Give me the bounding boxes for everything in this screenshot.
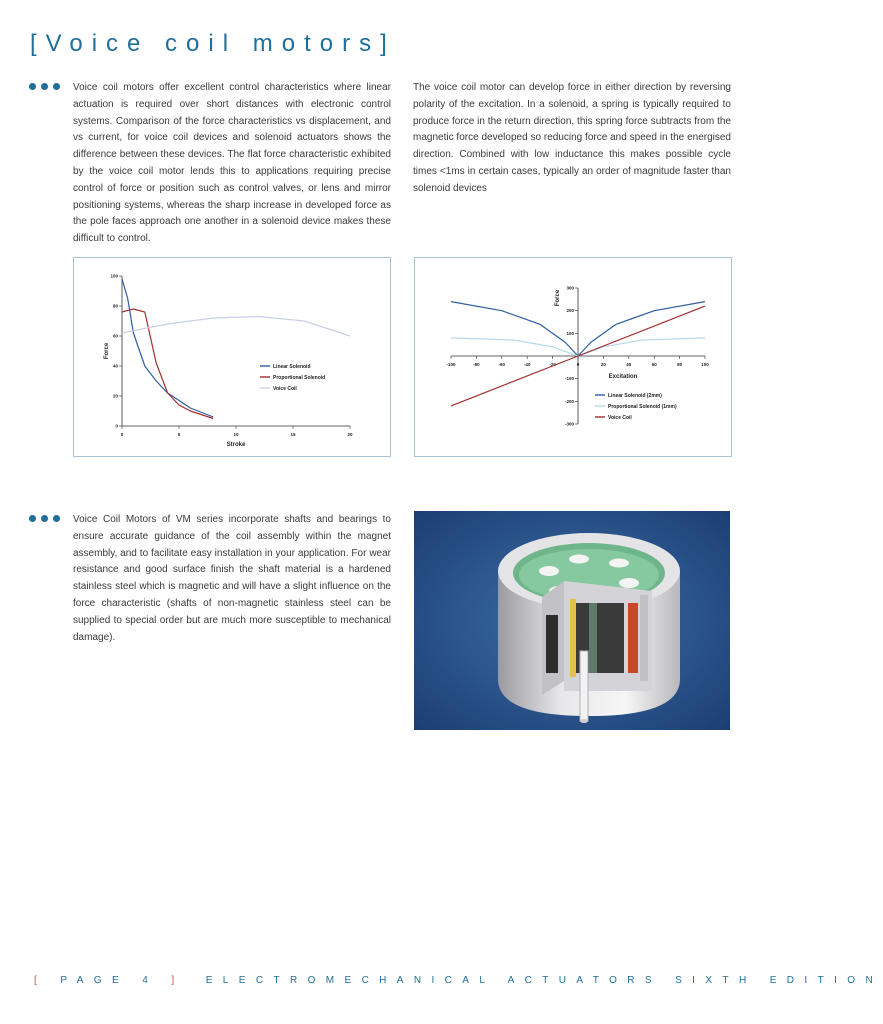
- legend-label: Voice Coil: [273, 385, 297, 392]
- page-footer: [34, 975, 883, 986]
- series-line-3: [122, 317, 350, 337]
- x-tick-label: -20: [549, 362, 556, 367]
- force-excitation-chart: [414, 257, 732, 457]
- force-excitation-chart-svg: [415, 258, 731, 456]
- y-tick-label: 80: [112, 303, 118, 309]
- footer-page-number: PAGE 4: [60, 975, 159, 986]
- y-tick-label: 0: [115, 423, 118, 429]
- legend-label: Proportional Solenoid (1mm): [608, 403, 677, 410]
- legend-label: Proportional Solenoid: [273, 374, 326, 381]
- y-tick-label: -300: [564, 421, 574, 427]
- y-tick-label: 300: [566, 285, 574, 291]
- section-bullets: [29, 515, 60, 522]
- footer-open-bracket: [: [34, 975, 48, 986]
- x-axis-label: Excitation: [608, 374, 638, 380]
- x-tick-label: 80: [677, 362, 683, 367]
- y-axis-label: Force: [104, 342, 110, 360]
- legend-label: Linear Solenoid: [273, 363, 311, 370]
- x-tick-label: 15: [290, 432, 296, 437]
- footer-close-bracket: ]: [171, 975, 185, 986]
- intro-paragraph-right: The voice coil motor can develop force in either direction by reversing polarity of the excitation. In a solenoid, a spring is typically required to produce force in the return direction, this spring force subtracts from the magnetic force developed so reducing force and speed in the energised direction. Combined with low inductance this makes possible cycle times <1ms in certain cases, typically an order of magnitude faster than solenoid devices: [413, 82, 731, 194]
- y-tick-label: -100: [564, 376, 574, 382]
- y-tick-label: 40: [112, 363, 118, 369]
- page-title: [Voice coil motors]: [30, 30, 396, 57]
- y-tick-label: 200: [566, 308, 574, 314]
- legend-label: Voice Coil: [608, 414, 632, 421]
- vm-series-paragraph: Voice Coil Motors of VM series incorporate shafts and bearings to ensure accurate guidance of the coil assembly within the magnet assembly, and to facilitate easy installation in your application. For wear resistance and good surface finish the shaft material is a hardened stainless steel which is magnetic and will have a slight influence on the force characteristic (shafts of non-magnetic stainless steel can be supplied to special order but are much more susceptible to mechanical damage).: [73, 514, 391, 643]
- y-tick-label: 20: [112, 393, 118, 399]
- x-tick-label: 40: [626, 362, 632, 367]
- x-tick-label: 10: [233, 432, 239, 437]
- y-tick-label: 60: [112, 333, 118, 339]
- section-bullets: [29, 83, 60, 90]
- intro-paragraph-left: Voice coil motors offer excellent control characteristics where linear actuation is required over short distances with electronic control systems. Comparison of the force characteristics vs displacement, and vs current, for voice coil devices and solenoid actuators shows the difference between these devices. The flat force characteristic exhibited by the voice coil motor lends this to applications requiring precise control of force or position such as control valves, or lens and mirror positioning systems, whereas the sharp increase in developed force as the pole faces approach one another in a solenoid device makes these difficult to control.: [73, 82, 391, 245]
- y-tick-label: -200: [564, 398, 574, 404]
- x-tick-label: 0: [576, 362, 580, 367]
- footer-publication-title: ELECTROMECHANICAL ACTUATORS SIXTH EDITION: [205, 975, 883, 986]
- x-axis-label: Stroke: [226, 442, 246, 448]
- x-tick-label: 20: [347, 432, 353, 437]
- force-stroke-chart: [73, 257, 391, 457]
- legend-label: Linear Solenoid (2mm): [608, 392, 662, 399]
- x-tick-label: -40: [523, 362, 531, 367]
- voice-coil-motor-illustration: [414, 511, 730, 730]
- x-tick-label: -100: [446, 362, 456, 367]
- y-axis-label: Force: [555, 289, 561, 307]
- x-tick-label: 60: [651, 362, 657, 367]
- x-tick-label: 5: [177, 432, 181, 437]
- y-tick-label: 100: [566, 330, 574, 336]
- x-tick-label: -60: [498, 362, 506, 367]
- x-tick-label: -80: [473, 362, 480, 367]
- y-tick-label: 100: [110, 273, 118, 279]
- series-line-2: [122, 309, 213, 419]
- force-stroke-chart-svg: [74, 258, 390, 456]
- x-tick-label: 100: [701, 362, 709, 367]
- x-tick-label: 20: [600, 362, 606, 367]
- x-tick-label: 0: [120, 432, 124, 437]
- series-line-1: [122, 279, 213, 417]
